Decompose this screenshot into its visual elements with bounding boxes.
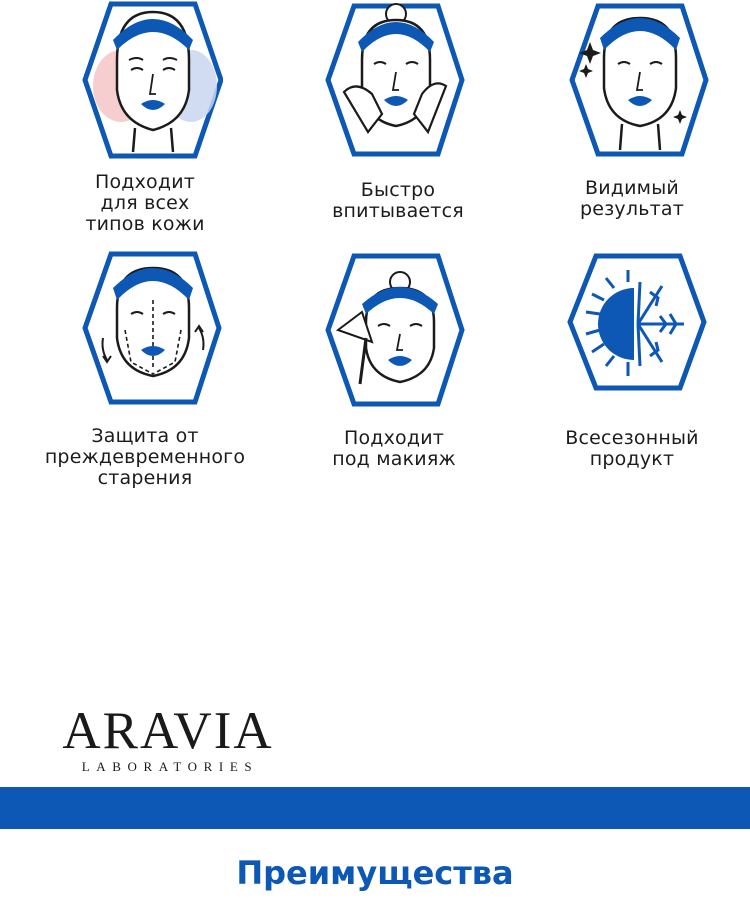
brand-name: ARAVIA — [62, 702, 274, 760]
feature-label: Видимый результат — [579, 177, 685, 220]
sun-snowflake-icon — [558, 252, 708, 392]
feature-label: Подходит для всех типов кожи — [85, 171, 205, 235]
brand-subtitle: LABORATORIES — [81, 759, 259, 774]
blue-divider-band — [0, 787, 750, 829]
feature-label: Всесезонный продукт — [565, 427, 699, 470]
face-lifting-arrows-icon — [73, 250, 223, 406]
feature-label: Подходит под макияж — [332, 427, 456, 470]
feature-label: Защита от преждевременного старения — [44, 425, 246, 489]
face-sparkles-icon — [560, 2, 710, 158]
aravia-logo — [62, 703, 274, 775]
feature-label: Быстро впитывается — [332, 179, 464, 222]
face-all-skin-types-icon — [73, 0, 223, 160]
face-makeup-brush-icon — [316, 252, 466, 408]
face-hands-absorb-icon — [316, 2, 466, 158]
page-title: Преимущества — [236, 854, 514, 892]
